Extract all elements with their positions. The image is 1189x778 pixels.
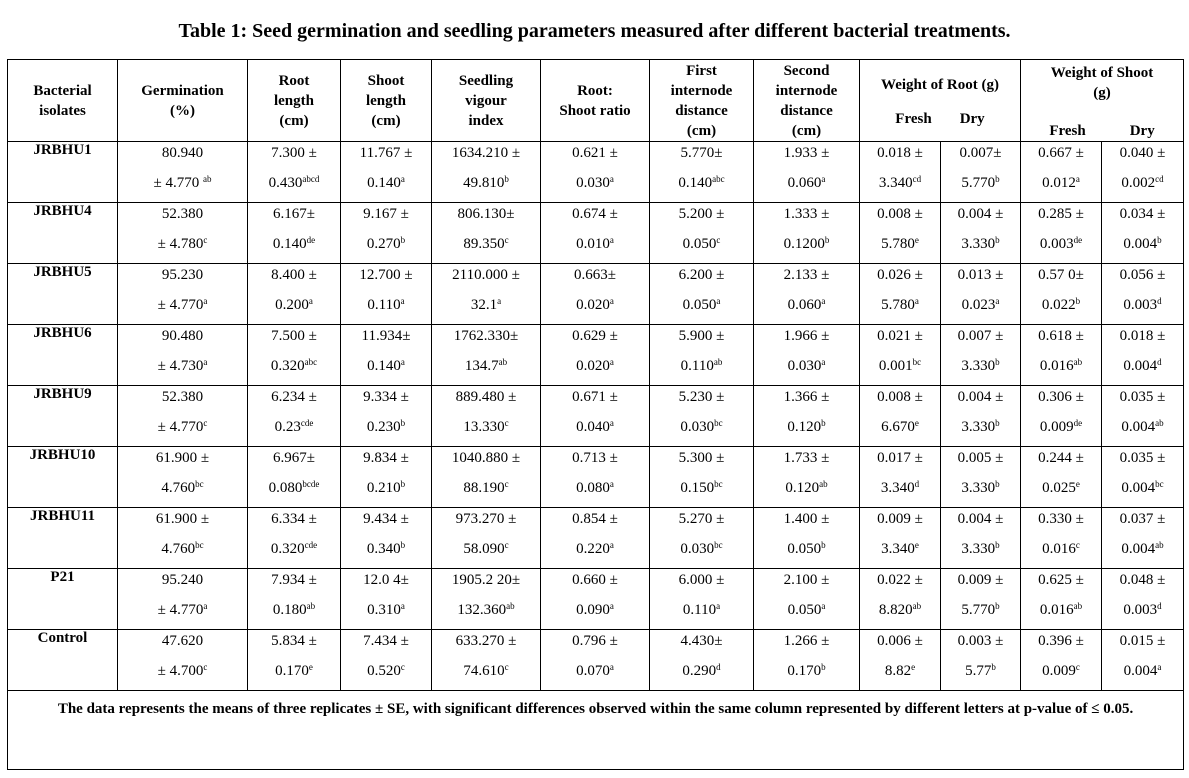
table-cell: 0.022 ± 8.820$^{ab}$ (860, 569, 941, 630)
table-cell: 0.004 ± 3.330$^b$ (941, 386, 1021, 447)
significance-letter: a (995, 296, 1000, 306)
header-second-internode: Second internode distance (cm) (754, 60, 860, 142)
significance-letter: c (716, 235, 721, 245)
table-cell: 1.966 ± 0.030$^a$ (754, 325, 860, 386)
table-cell: 0.244 ± 0.025$^e$ (1021, 447, 1102, 508)
significance-letter: b (995, 174, 1000, 184)
significance-letter: bcde (302, 479, 320, 489)
significance-letter: cd (1155, 174, 1164, 184)
table-cell: 0.674 ± 0.010$^a$ (541, 203, 650, 264)
table-cell: 6.334 ± 0.320$^{cde}$ (248, 508, 341, 569)
table-cell: 0.008 ± 6.670$^e$ (860, 386, 941, 447)
header-isolate: Bacterial isolates (8, 60, 118, 142)
table-cell: 6.200 ± 0.050$^a$ (650, 264, 754, 325)
table-cell: 1634.210 ± 49.810$^b$ (432, 142, 541, 203)
table-cell: 1.366 ± 0.120$^b$ (754, 386, 860, 447)
significance-letter: bc (195, 479, 204, 489)
table-cell: 1.266 ± 0.170$^b$ (754, 630, 860, 691)
header-shoot-length: Shoot length (cm) (341, 60, 432, 142)
table-cell: 0.285 ± 0.003de (1021, 203, 1102, 264)
significance-letter: c (504, 235, 509, 245)
table-cell: 95.230 ± 4.770$^a$ (118, 264, 248, 325)
significance-letter: a (400, 174, 405, 184)
significance-letter: a (1157, 662, 1162, 672)
significance-letter: d (1157, 296, 1162, 306)
table-title: Table 1: Seed germination and seedling parameters measured after different bacterial treatments. (178, 20, 1011, 42)
table-cell: 6.234 ± 0.23$^{cde}$ (248, 386, 341, 447)
table-cell: 0.040 ± 0.002$^{cd}$ (1102, 142, 1184, 203)
table-cell: 0.021 ± 0.001$^{bc}$ (860, 325, 941, 386)
table-cell: 973.270 ± 58.090$^c$ (432, 508, 541, 569)
table-cell: 11.934± 0.140$^a$ (341, 325, 432, 386)
table-cell: 1762.330± 134.7$^{ab}$ (432, 325, 541, 386)
significance-letter: a (1075, 174, 1080, 184)
significance-letter: a (609, 601, 614, 611)
table-cell: 90.480 ± 4.730$^a$ (118, 325, 248, 386)
significance-letter: bc (1155, 479, 1164, 489)
significance-letter: b (995, 479, 1000, 489)
table-cell: 9.334 ± 0.230$^b$ (341, 386, 432, 447)
table-row (8, 325, 1184, 386)
isolate-name: JRBHU11 (8, 508, 118, 569)
table-cell: 0.003 ± 5.77$^b$ (941, 630, 1021, 691)
significance-letter: c (504, 540, 509, 550)
significance-letter: a (203, 296, 208, 306)
significance-letter: a (609, 235, 614, 245)
significance-letter: b (1157, 235, 1162, 245)
table-cell: 0.629 ± 0.020$^a$ (541, 325, 650, 386)
significance-letter: a (400, 296, 405, 306)
table-cell: 5.900 ± 0.110$^{ab}$ (650, 325, 754, 386)
significance-letter: b (821, 540, 826, 550)
significance-letter: abc (712, 174, 725, 184)
significance-letter: b (995, 540, 1000, 550)
significance-letter: e (914, 540, 919, 550)
table-cell: 0.854 ± 0.220$^a$ (541, 508, 650, 569)
header-germination: Germination (%) (118, 60, 248, 142)
significance-letter: cde (304, 540, 318, 550)
table-cell: 0.035 ± 0.004$^{ab}$ (1102, 386, 1184, 447)
table-cell: 0.57 0± 0.022$^b$ (1021, 264, 1102, 325)
table-cell: 0.007 ± 3.330$^b$ (941, 325, 1021, 386)
table-cell: 5.230 ± 0.030$^{bc}$ (650, 386, 754, 447)
table-cell: 0.015 ± 0.004$^a$ (1102, 630, 1184, 691)
table-cell: 0.009 ± 3.340$^e$ (860, 508, 941, 569)
table-cell: 11.767 ± 0.140$^a$ (341, 142, 432, 203)
table-row (8, 203, 1184, 264)
significance-letter: a (609, 662, 614, 672)
table-cell: 889.480 ± 13.330$^c$ (432, 386, 541, 447)
significance-letter: ab (1073, 601, 1083, 611)
header-shoot-fresh: Fresh (1049, 122, 1086, 139)
significance-letter: de (306, 235, 316, 245)
significance-letter: b (400, 540, 406, 550)
table-row (8, 508, 1184, 569)
significance-letter: c (203, 235, 208, 245)
significance-letter: d (1157, 601, 1162, 611)
table-cell: 5.270 ± 0.030$^{bc}$ (650, 508, 754, 569)
table-cell: 95.240 ± 4.770$^a$ (118, 569, 248, 630)
significance-letter: cde (300, 418, 314, 428)
table-cell: 5.300 ± 0.150$^{bc}$ (650, 447, 754, 508)
table-cell: 5.834 ± 0.170$^e$ (248, 630, 341, 691)
significance-letter: d (914, 479, 920, 489)
significance-letter: c (203, 662, 208, 672)
table-cell: 0.009 ± 5.770$^b$ (941, 569, 1021, 630)
table-cell: 0.618 ± 0.016$^{ab}$ (1021, 325, 1102, 386)
significance-letter: d (716, 662, 721, 672)
significance-letter: a (609, 174, 614, 184)
header-seedling-vigour: Seedling vigour index (432, 60, 541, 142)
table-cell: 0.026 ± 5.780$^a$ (860, 264, 941, 325)
table-cell: 7.500 ± 0.320$^{abc}$ (248, 325, 341, 386)
significance-letter: ab (498, 357, 508, 367)
table-cell: 0.005 ± 3.330$^b$ (941, 447, 1021, 508)
table-cell: 0.018 ± 0.004$^d$ (1102, 325, 1184, 386)
table-cell: 80.940 ± 4.770 $^{ab}$ (118, 142, 248, 203)
table-cell: 0.004 ± 3.330$^b$ (941, 203, 1021, 264)
table-cell: 0.306 ± 0.009de (1021, 386, 1102, 447)
table-cell: 0.004 ± 3.330$^b$ (941, 508, 1021, 569)
significance-letter: b (995, 357, 1000, 367)
significance-letter: c (504, 662, 509, 672)
significance-letter: c (1075, 540, 1080, 550)
table-cell: 7.434 ± 0.520$^c$ (341, 630, 432, 691)
table-cell: 0.017 ± 3.340$^d$ (860, 447, 941, 508)
table-row (8, 630, 1184, 691)
significance-letter: b (991, 662, 996, 672)
footnote: The data represents the means of three replicates ± SE, with significant differences observed within the same column represented by different letters at p-value of ≤ 0.05. (8, 691, 1184, 770)
table-cell: 633.270 ± 74.610$^c$ (432, 630, 541, 691)
significance-letter: b (400, 418, 406, 428)
significance-letter: ab (506, 601, 515, 611)
significance-letter: a (609, 418, 614, 428)
table-row (8, 264, 1184, 325)
header-root-fresh: Fresh (895, 110, 932, 127)
significance-letter: ab (819, 479, 828, 489)
table-cell: 7.300 ± $0.430^{abcd}$ (248, 142, 341, 203)
table-cell: 0.671 ± 0.040$^a$ (541, 386, 650, 447)
significance-letter: a (609, 296, 614, 306)
significance-letter: b (821, 418, 826, 428)
significance-letter: e (308, 662, 313, 672)
significance-letter: e (914, 418, 919, 428)
table-row (8, 569, 1184, 630)
significance-letter: b (824, 235, 830, 245)
significance-letter: ab (1073, 357, 1083, 367)
table-cell: 0.018 ± 3.340$^{cd}$ (860, 142, 941, 203)
significance-letter: abc (304, 357, 318, 367)
table-cell: 0.048 ± 0.003$^d$ (1102, 569, 1184, 630)
table-cell: 52.380 ± 4.770$^c$ (118, 386, 248, 447)
table-cell: 0.713 ± 0.080$^a$ (541, 447, 650, 508)
table-cell: 47.620 ± 4.700$^c$ (118, 630, 248, 691)
significance-letter: e (914, 235, 919, 245)
table-row (8, 447, 1184, 508)
table-cell: 6.167± 0.140de (248, 203, 341, 264)
table-cell: 0.007± 5.770$^b$ (941, 142, 1021, 203)
significance-letter: a (821, 601, 826, 611)
table-cell: 52.380 ± 4.780$^c$ (118, 203, 248, 264)
significance-letter: e (1075, 479, 1080, 489)
header-root-dry: Dry (959, 110, 985, 127)
footnote-row (8, 691, 1184, 770)
significance-letter: a (203, 357, 208, 367)
significance-letter: de (1073, 235, 1083, 245)
significance-letter: de (1073, 418, 1083, 428)
significance-letter: a (821, 357, 826, 367)
table-cell: 0.056 ± 0.003$^d$ (1102, 264, 1184, 325)
table-cell: 2.100 ± 0.050$^a$ (754, 569, 860, 630)
significance-letter: ab (202, 174, 212, 184)
significance-letter: abcd (302, 174, 320, 184)
table-cell: 0.667 ± 0.012$^a$ (1021, 142, 1102, 203)
significance-letter: c (400, 662, 405, 672)
table-cell: 12.700 ± 0.110$^a$ (341, 264, 432, 325)
significance-letter: a (308, 296, 313, 306)
significance-letter: a (609, 479, 614, 489)
table-cell: 2110.000 ± 32.1$^a$ (432, 264, 541, 325)
table-cell: 9.167 ± 0.270$^b$ (341, 203, 432, 264)
significance-letter: bc (714, 540, 723, 550)
table-cell: 0.006 ± 8.82$^e$ (860, 630, 941, 691)
table-cell: 0.663± 0.020$^a$ (541, 264, 650, 325)
significance-letter: a (497, 296, 502, 306)
table-cell: 8.400 ± 0.200$^a$ (248, 264, 341, 325)
table-cell: 0.008 ± 5.780$^e$ (860, 203, 941, 264)
significance-letter: b (995, 601, 1000, 611)
table-cell: 0.660 ± 0.090$^a$ (541, 569, 650, 630)
significance-letter: a (716, 601, 721, 611)
significance-letter: ab (306, 601, 316, 611)
table-cell: 0.034 ± 0.004$^b$ (1102, 203, 1184, 264)
table-cell: 1.333 ± 0.1200$^b$ (754, 203, 860, 264)
significance-letter: a (609, 540, 614, 550)
data-table (7, 59, 1184, 770)
significance-letter: ab (713, 357, 723, 367)
significance-letter: c (203, 418, 208, 428)
table-cell: 7.934 ± 0.180$^{ab}$ (248, 569, 341, 630)
table-cell: 1.733 ± 0.120$^{ab}$ (754, 447, 860, 508)
table-cell: 9.434 ± 0.340$^b$ (341, 508, 432, 569)
table-cell: 61.900 ± 4.760$^{bc}$ (118, 508, 248, 569)
significance-letter: ab (1155, 418, 1164, 428)
significance-letter: cd (912, 174, 922, 184)
table-row (8, 142, 1184, 203)
table-row (8, 386, 1184, 447)
significance-letter: b (1075, 296, 1081, 306)
isolate-name: JRBHU5 (8, 264, 118, 325)
table-cell: 1.933 ± 0.060$^a$ (754, 142, 860, 203)
significance-letter: b (995, 418, 1000, 428)
table-cell: 0.621 ± 0.030$^a$ (541, 142, 650, 203)
isolate-name: JRBHU6 (8, 325, 118, 386)
isolate-name: P21 (8, 569, 118, 630)
header-shoot-weight: Weight of Shoot (g) Fresh Dry (1021, 60, 1184, 142)
table-cell: 0.035 ± 0.004$^{bc}$ (1102, 447, 1184, 508)
significance-letter: b (821, 662, 826, 672)
significance-letter: b (995, 235, 1000, 245)
table-cell: 6.967± $0.080^{bcde}$ (248, 447, 341, 508)
significance-letter: e (911, 662, 916, 672)
significance-letter: c (504, 479, 509, 489)
table-cell: 2.133 ± 0.060$^a$ (754, 264, 860, 325)
significance-letter: b (400, 235, 406, 245)
significance-letter: bc (195, 540, 204, 550)
isolate-name: JRBHU10 (8, 447, 118, 508)
table-cell: 0.037 ± 0.004$^{ab}$ (1102, 508, 1184, 569)
significance-letter: b (400, 479, 406, 489)
table-cell: 0.013 ± 0.023$^a$ (941, 264, 1021, 325)
significance-letter: ab (1155, 540, 1164, 550)
table-cell: 0.796 ± 0.070$^a$ (541, 630, 650, 691)
table-cell: 4.430± 0.290$^d$ (650, 630, 754, 691)
isolate-name: Control (8, 630, 118, 691)
header-row (8, 60, 1184, 142)
header-root-weight: Weight of Root (g) Fresh Dry (860, 60, 1021, 142)
significance-letter: a (203, 601, 208, 611)
significance-letter: c (504, 418, 509, 428)
significance-letter: a (821, 174, 826, 184)
significance-letter: a (400, 601, 405, 611)
header-first-internode: First internode distance (cm) (650, 60, 754, 142)
table-cell: 9.834 ± 0.210$^b$ (341, 447, 432, 508)
table-cell: 0.330 ± 0.016$^c$ (1021, 508, 1102, 569)
isolate-name: JRBHU9 (8, 386, 118, 447)
table-cell: 6.000 ± 0.110$^a$ (650, 569, 754, 630)
header-root-shoot-ratio: Root: Shoot ratio (541, 60, 650, 142)
significance-letter: a (821, 296, 826, 306)
table-cell: 1.400 ± 0.050$^b$ (754, 508, 860, 569)
table-cell: 1905.2 20± 132.360$^{ab}$ (432, 569, 541, 630)
significance-letter: d (1157, 357, 1162, 367)
isolate-name: JRBHU1 (8, 142, 118, 203)
significance-letter: a (914, 296, 919, 306)
table-cell: 5.770± 0.140$^{abc}$ (650, 142, 754, 203)
significance-letter: bc (912, 357, 922, 367)
table-cell: 5.200 ± 0.050$^c$ (650, 203, 754, 264)
significance-letter: c (1075, 662, 1080, 672)
significance-letter: b (504, 174, 509, 184)
table-cell: 806.130± 89.350$^c$ (432, 203, 541, 264)
significance-letter: a (716, 296, 721, 306)
significance-letter: bc (714, 418, 723, 428)
table-body (8, 142, 1184, 691)
significance-letter: ab (912, 601, 922, 611)
table-cell: 61.900 ± 4.760$^{bc}$ (118, 447, 248, 508)
significance-letter: bc (714, 479, 723, 489)
header-root-length: Root length (cm) (248, 60, 341, 142)
significance-letter: a (609, 357, 614, 367)
significance-letter: a (400, 357, 405, 367)
table-cell: 0.625 ± 0.016$^{ab}$ (1021, 569, 1102, 630)
table-cell: 1040.880 ± 88.190$^c$ (432, 447, 541, 508)
header-shoot-dry: Dry (1129, 122, 1155, 139)
table-cell: 0.396 ± 0.009$^c$ (1021, 630, 1102, 691)
table-cell: 12.0 4± 0.310$^a$ (341, 569, 432, 630)
isolate-name: JRBHU4 (8, 203, 118, 264)
